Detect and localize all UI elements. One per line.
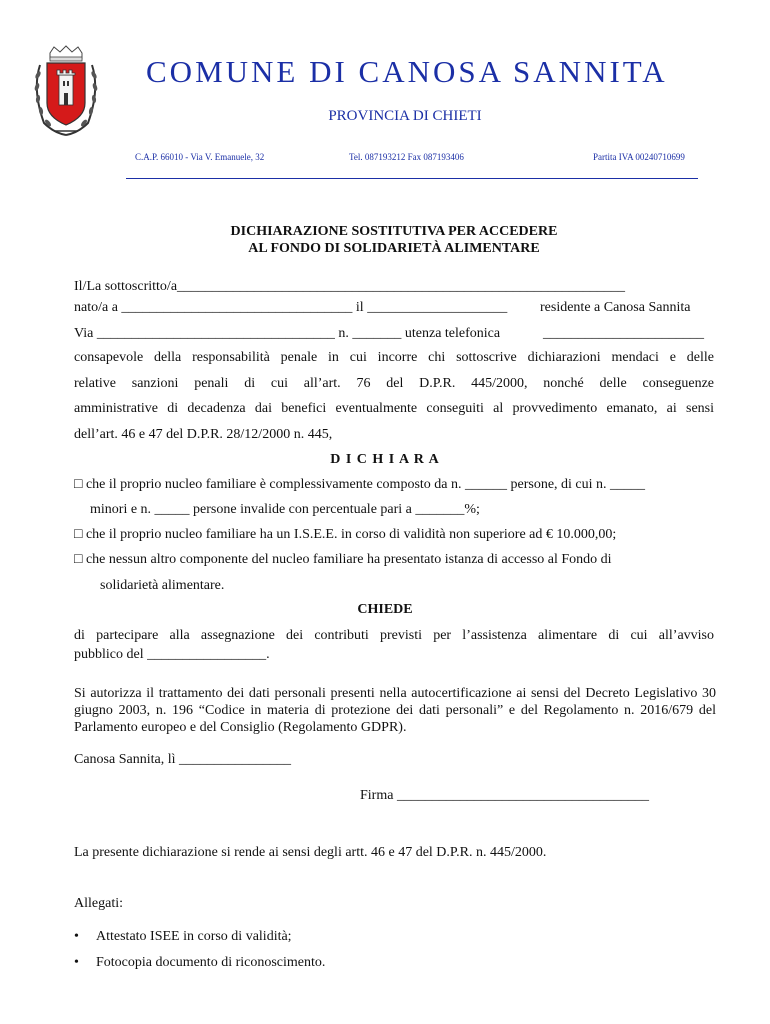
header-phone: Tel. 087193212 Fax 087193406 [349,152,464,162]
legal-note: La presente dichiarazione si rende ai sensi degli artt. 46 e 47 del D.P.R. n. 445/2000. [74,845,547,860]
header-divider [126,178,698,179]
signature-line: Firma ____________________________________ [360,788,649,803]
chiede-line-1: di partecipare alla assegnazione dei contributi previsti per l’assistenza alimentare di cui all’avviso [74,628,714,643]
chiede-line-2: pubblico del _________________. [74,647,270,662]
field-residente: residente a Canosa Sannita [540,300,691,315]
dichiara-item-istanza: □ che nessun altro componente del nucleo familiare ha presentato istanza di accesso al Fondo di [74,552,612,567]
consapevole-line-3: amministrative di decadenza dai benefici eventualmente conseguiti al provvedimento emanato, ai sensi [74,401,714,416]
consapevole-line-4: dell’art. 46 e 47 del D.P.R. 28/12/2000 n. 445, [74,427,333,442]
header-address: C.A.P. 66010 - Via V. Emanuele, 32 [135,152,265,162]
allegato-isee: Attestato ISEE in corso di validità; [96,929,292,944]
comune-title: COMUNE DI CANOSA SANNITA [146,54,668,89]
header-vat: Partita IVA 00240710699 [593,152,685,162]
municipal-crest-icon [30,45,102,140]
dichiara-heading: D I C H I A R A [330,452,440,467]
place-date: Canosa Sannita, lì ________________ [74,752,291,767]
privacy-consent: Si autorizza il trattamento dei dati personali presenti nella autocertificazione ai sensi del Decreto Legislativo 30 giugno 2003, n. 196 “Codice in materia di protezione dei dati personali” e del Regolamento n. 2016/679 del Parlamento europeo e del Consiglio (Regolamento GDPR). [74,686,716,735]
allegato-documento: Fotocopia documento di riconoscimento. [96,955,326,970]
bullet-icon: • [74,955,79,970]
provincia-title: PROVINCIA DI CHIETI [328,108,482,124]
field-via-telefono: Via __________________________________ n. _______ utenza telefonica [74,326,501,341]
dichiara-item-nucleo-cont: minori e n. _____ persone invalide con percentuale pari a _______%; [90,502,480,517]
allegati-label: Allegati: [74,896,123,911]
field-nato-il: nato/a a _________________________________ il ____________________ [74,300,508,315]
document-title-line-1: DICHIARAZIONE SOSTITUTIVA PER ACCEDERE [230,224,558,239]
dichiara-item-isee: □ che il proprio nucleo familiare ha un I.S.E.E. in corso di validità non superiore ad € 10.000,00; [74,527,617,542]
dichiara-item-istanza-cont: solidarietà alimentare. [100,578,225,593]
consapevole-line-2: relative sanzioni penali di cui all’art. 76 del D.P.R. 445/2000, nonché delle conseguenze [74,376,714,391]
field-telefono-blank: _______________________ [543,326,704,341]
dichiara-item-nucleo: □ che il proprio nucleo familiare è complessivamente composto da n. ______ persone, di cui n. _____ [74,477,646,492]
consapevole-line-1: consapevole della responsabilità penale in cui incorre chi sottoscrive dichiarazioni mendaci e delle [74,350,714,365]
chiede-heading: CHIEDE [357,602,413,617]
bullet-icon: • [74,929,79,944]
field-sottoscritto: Il/La sottoscritto/a________________________________________________________________ [74,279,626,294]
list-item [74,955,325,971]
list-item [74,929,292,945]
document-title-line-2: AL FONDO DI SOLIDARIETÀ ALIMENTARE [248,241,540,256]
